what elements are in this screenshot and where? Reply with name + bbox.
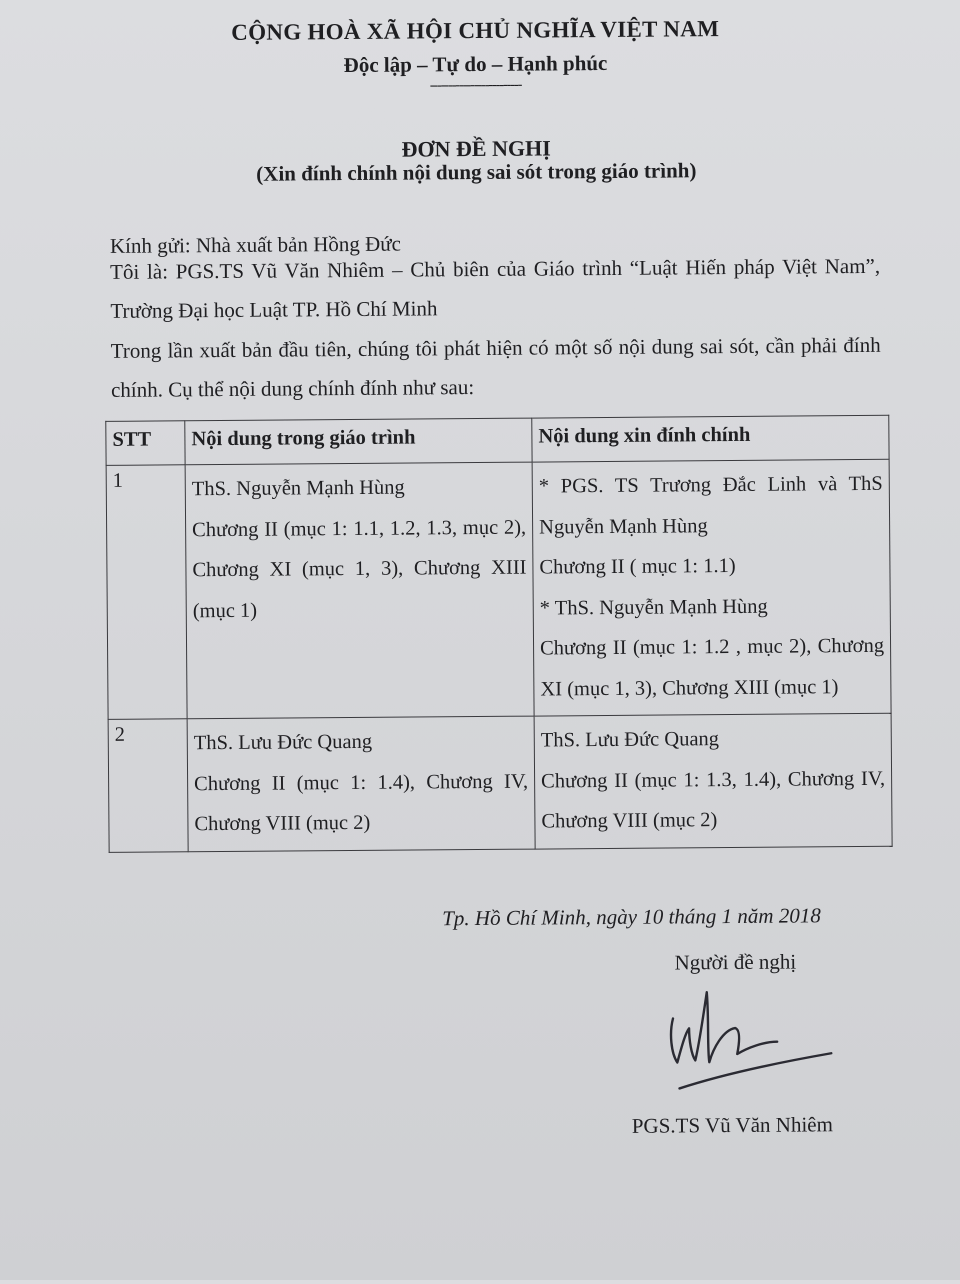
correction-content-cell [534,713,892,848]
national-motto: Độc lập – Tự do – Hạnh phúc [343,50,608,78]
header-stt: STT [106,421,185,466]
cell-line: Chương II (mục 1: 1.1, 1.2, 1.3, mục 2), Chương XI (mục 1, 3), Chương XIII (mục 1) [192,516,527,622]
requester-role: Người đề nghị [674,949,797,975]
intro-paragraph: Tôi là: PGS.TS Vũ Văn Nhiêm – Chủ biên của Giáo trình “Luật Hiến pháp Việt Nam”, Trường Đại học Luật TP. Hồ Chí Minh [110,253,881,323]
header-divider: ------------------------- [429,77,522,94]
signer-name: PGS.TS Vũ Văn Nhiêm [631,1112,834,1138]
cell-line: Chương II (mục 1: 1.2 , mục 2), Chương XI (mục 1, 3), Chương XIII (mục 1) [539,634,885,701]
cell-line: * ThS. Nguyễn Mạnh Hùng [539,595,768,620]
table-header-row [106,415,889,465]
handwritten-signature [643,977,874,1099]
national-title: CỘNG HOÀ XÃ HỘI CHỦ NGHĨA VIỆT NAM [231,16,720,45]
cell-line: Chương II (mục 1: 1.3, 1.4), Chương IV, Chương VIII (mục 2) [541,767,886,833]
original-content-cell [185,462,534,719]
document-title: ĐƠN ĐỀ NGHỊ [401,135,551,162]
row-stt: 2 [108,719,188,852]
recipient-line: Kính gửi: Nhà xuất bản Hồng Đức [109,231,402,258]
cell-line: ThS. Lưu Đức Quang [540,728,720,752]
original-content-cell [187,716,535,851]
cell-line: ThS. Lưu Đức Quang [193,730,373,755]
header-correction-content: Nội dung xin đính chính [532,415,889,462]
document-subtitle: (Xin đính chính nội dung sai sót trong giáo trình) [256,158,697,186]
cell-line: Chương II (mục 1: 1.4), Chương IV, Chương VIII (mục 2) [194,770,529,836]
description-paragraph: Trong lần xuất bản đầu tiên, chúng tôi phát hiện có một số nội dung sai sót, cần phải đính chính. Cụ thể nội dung chính đính như sau: [110,332,881,402]
correction-content-cell [532,459,891,716]
cell-line: ThS. Nguyễn Mạnh Hùng [191,476,405,501]
row-stt: 1 [106,465,187,720]
table-row [108,713,892,852]
cell-line: Chương II ( mục 1: 1.1) [539,554,736,579]
place-and-date: Tp. Hồ Chí Minh, ngày 10 tháng 1 năm 2018 [442,903,821,931]
correction-table [105,415,892,853]
header-original-content: Nội dung trong giáo trình [185,418,532,465]
table-row [106,459,891,719]
cell-line: * PGS. TS Trương Đắc Linh và ThS Nguyễn Mạnh Hùng [538,472,883,539]
